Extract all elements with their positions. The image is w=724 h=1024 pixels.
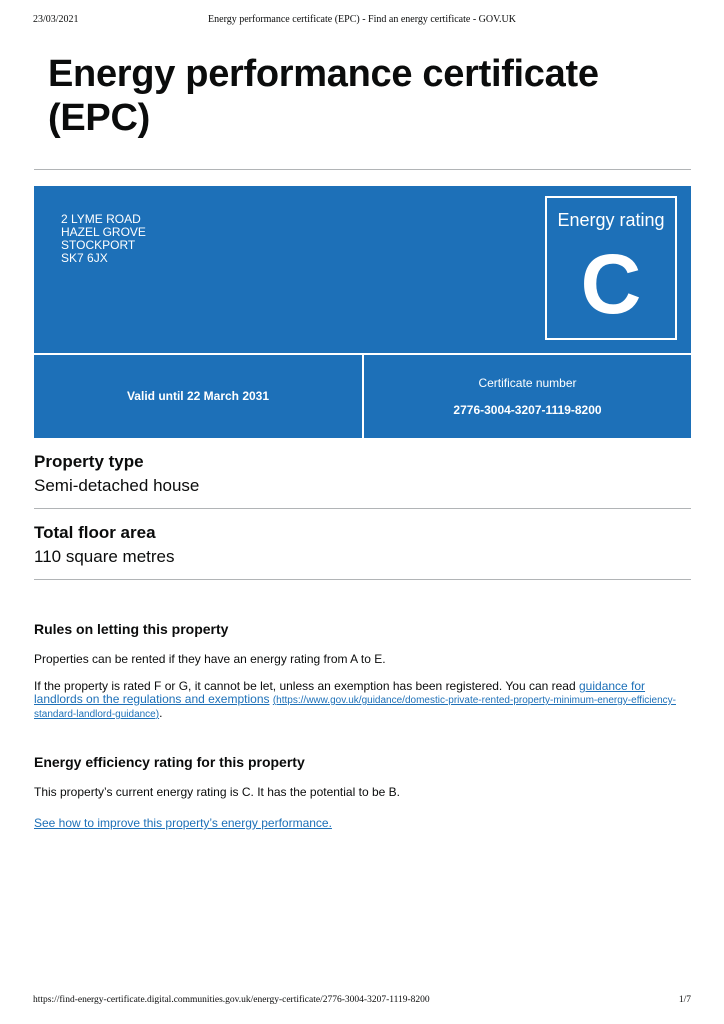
print-date: 23/03/2021 [33, 14, 79, 25]
title-divider [34, 169, 691, 170]
print-page-url: https://find-energy-certificate.digital.communities.gov.uk/energy-certificate/2776-3004-3207-1119-8200 [33, 995, 430, 1005]
certificate-number-label: Certificate number [478, 376, 577, 390]
print-header [33, 14, 691, 28]
efficiency-rating-text: This property’s current energy rating is C. It has the potential to be B. [34, 785, 400, 799]
print-page-number: 1/7 [678, 995, 691, 1005]
landlord-guidance-url[interactable]: (https://www.gov.uk/guidance/domestic-private-rented-property-minimum-energy-efficiency-standard-landlord-guidance) [34, 695, 676, 720]
exemption-text: If the property is rated F or G, it cannot be let, unless an exemption has been registered. You can read [34, 679, 579, 693]
print-footer [33, 995, 691, 1009]
exemption-text-end: . [159, 706, 163, 720]
address-line-3: STOCKPORT [61, 238, 136, 252]
efficiency-rating-heading: Energy efficiency rating for this property [34, 754, 305, 770]
page-title: Energy performance certificate (EPC) [48, 53, 599, 139]
floor-area-heading: Total floor area [34, 523, 156, 542]
banner-column-divider [362, 355, 364, 438]
improve-performance-link[interactable]: See how to improve this property’s energy performance. [34, 816, 332, 830]
address-postcode: SK7 6JX [61, 251, 108, 265]
property-address [61, 213, 146, 265]
energy-rating-box [545, 196, 677, 340]
property-type-value: Semi-detached house [34, 476, 200, 495]
improve-performance-link-row [34, 817, 694, 830]
letting-rules-heading: Rules on letting this property [34, 621, 229, 637]
property-type-heading: Property type [34, 452, 144, 471]
epc-banner [34, 186, 691, 438]
energy-rating-letter: C [580, 237, 642, 331]
print-document-title: Energy performance certificate (EPC) - Find an energy certificate - GOV.UK [208, 14, 516, 25]
property-type-divider [34, 508, 691, 509]
letting-rules-text: Properties can be rented if they have an energy rating from A to E. [34, 652, 386, 666]
valid-until: Valid until 22 March 2031 [126, 389, 270, 403]
energy-rating-label: Energy rating [557, 210, 665, 230]
letting-rules-exemption-text [34, 680, 694, 721]
floor-area-value: 110 square metres [34, 547, 175, 566]
landlord-guidance-link[interactable]: guidance for landlords on the regulations and exemptions [34, 679, 646, 706]
floor-area-divider [34, 579, 691, 580]
certificate-number: 2776-3004-3207-1119-8200 [453, 403, 602, 417]
address-line-2: HAZEL GROVE [61, 225, 146, 239]
address-line-1: 2 LYME ROAD [61, 212, 141, 226]
